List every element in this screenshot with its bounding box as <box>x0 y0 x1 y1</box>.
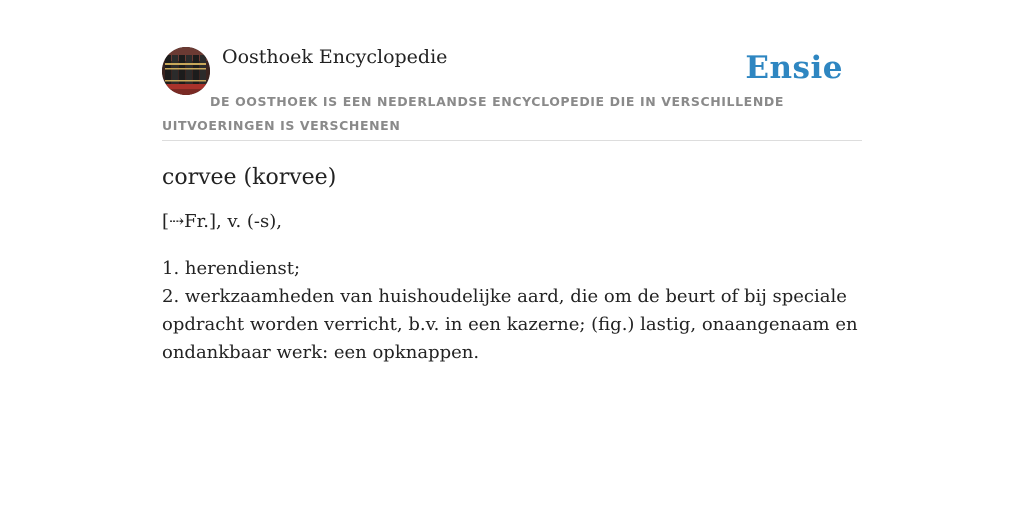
definition-item: 1. herendienst; <box>162 258 301 279</box>
entry-content <box>162 160 862 367</box>
publication-header <box>162 44 862 141</box>
ensie-logo-link[interactable]: Ensie <box>745 50 843 86</box>
publication-description: DE OOSTHOEK IS EEN NEDERLANDSE ENCYCLOPEDIE DIE IN VERSCHILLENDE UITVOERINGEN IS VERSCHENEN <box>162 94 784 133</box>
publication-title[interactable]: Oosthoek Encyclopedie <box>222 46 448 68</box>
encyclopedia-books-icon[interactable] <box>162 47 210 95</box>
definition-list <box>162 255 862 367</box>
entry-title: corvee (korvee) <box>162 165 337 190</box>
entry-etymology: [⇢Fr.], v. (-s), <box>162 211 282 232</box>
definition-item: 2. werkzaamheden van huishoudelijke aard, die om de beurt of bij speciale opdracht worden verricht, b.v. in een kazerne; (fig.) lastig, onaangenaam en ondankbaar werk: een opknappen. <box>162 286 858 363</box>
